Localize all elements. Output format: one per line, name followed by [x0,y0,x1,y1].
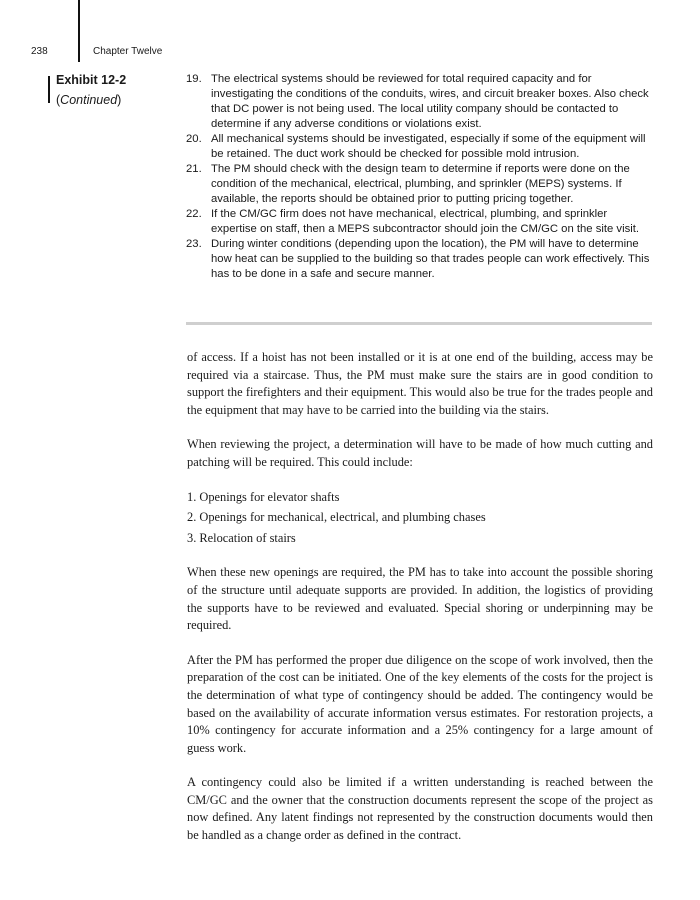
exhibit-item-number: 23. [186,238,202,250]
exhibit-item-text: During winter conditions (depending upon the location), the PM will have to determine how heat can be supplied to the building so that trades people can work effectively. This has to be done in a safe and secure manner. [211,238,650,280]
exhibit-continued-label: (Continued) [56,93,122,107]
exhibit-item-text: If the CM/GC firm does not have mechanical, electrical, plumbing, and sprinkler expertise on staff, then a MEPS subcontractor should join the CM/GC on the site visit. [211,208,640,235]
header-vertical-rule [78,0,80,62]
exhibit-item [186,237,654,282]
running-head-chapter: Chapter Twelve [93,46,163,57]
list-item: 1. Openings for elevator shafts [187,489,340,504]
page-number: 238 [31,46,48,57]
cutting-patching-list [187,489,653,548]
exhibit-item-number: 20. [186,133,202,145]
exhibit-item-number: 21. [186,163,202,175]
paragraph: of access. If a hoist has not been installed or it is at one end of the building, access may be required via a staircase. Thus, the PM must make sure the stairs are in good condition to support the firefighters and their equipment. This would also be true for the trades people and the equipment that may have to be carried into the building via the stairs. [187,350,653,417]
exhibit-item [186,132,654,162]
paragraph: After the PM has performed the proper due diligence on the scope of work involved, then the preparation of the cost can be initiated. One of the key elements of the costs for the project is the determination of what type of contingency should be added. The contingency would be based on the availability of accurate information versus estimates. For restoration projects, a 10% contingency for accurate information and a 25% contingency for a large amount of guess work. [187,652,653,755]
exhibit-item-text: The PM should check with the design team to determine if reports were done on the condition of the mechanical, electrical, plumbing, and sprinkler (MEPS) systems. If available, the reports should be obtained prior to putting pricing together. [211,163,630,205]
exhibit-side-rule [48,76,50,103]
paragraph: A contingency could also be limited if a written understanding is reached between the CM/GC and the owner that the construction documents represent the scope of the project as now defined. Any latent findings not represented by the construction documents would then be handled as a change order as defined in the contract. [187,775,653,843]
exhibit-item [186,207,654,237]
exhibit-item [186,162,654,207]
exhibit-item [186,72,654,132]
exhibit-item-number: 22. [186,208,202,220]
exhibit-item-number: 19. [186,73,202,85]
list-item: 2. Openings for mechanical, electrical, and plumbing chases [187,510,486,525]
list-item: 3. Relocation of stairs [187,530,296,545]
exhibit-end-rule [186,322,652,325]
exhibit-title: Exhibit 12-2 [56,73,127,87]
body-text [187,349,653,862]
exhibit-item-text: All mechanical systems should be investigated, especially if some of the equipment will be retained. The duct work should be checked for possible mold intrusion. [211,133,646,160]
paragraph: When these new openings are required, the PM has to take into account the possible shoring of the structure until adequate supports are provided. In addition, the logistics of providing the supports have to be reviewed and evaluated. Special shoring or underpinning may be required. [187,565,653,633]
paragraph: When reviewing the project, a determination will have to be made of how much cutting and patching will be required. This could include: [187,437,653,469]
exhibit-item-text: The electrical systems should be reviewed for total required capacity and for investigating the conditions of the conduits, wires, and circuit breaker boxes. Also check that DC power is not being used. The local utility company should be contacted to determine if any adverse conditions or violations exist. [211,73,649,130]
exhibit-item-list [186,72,654,282]
